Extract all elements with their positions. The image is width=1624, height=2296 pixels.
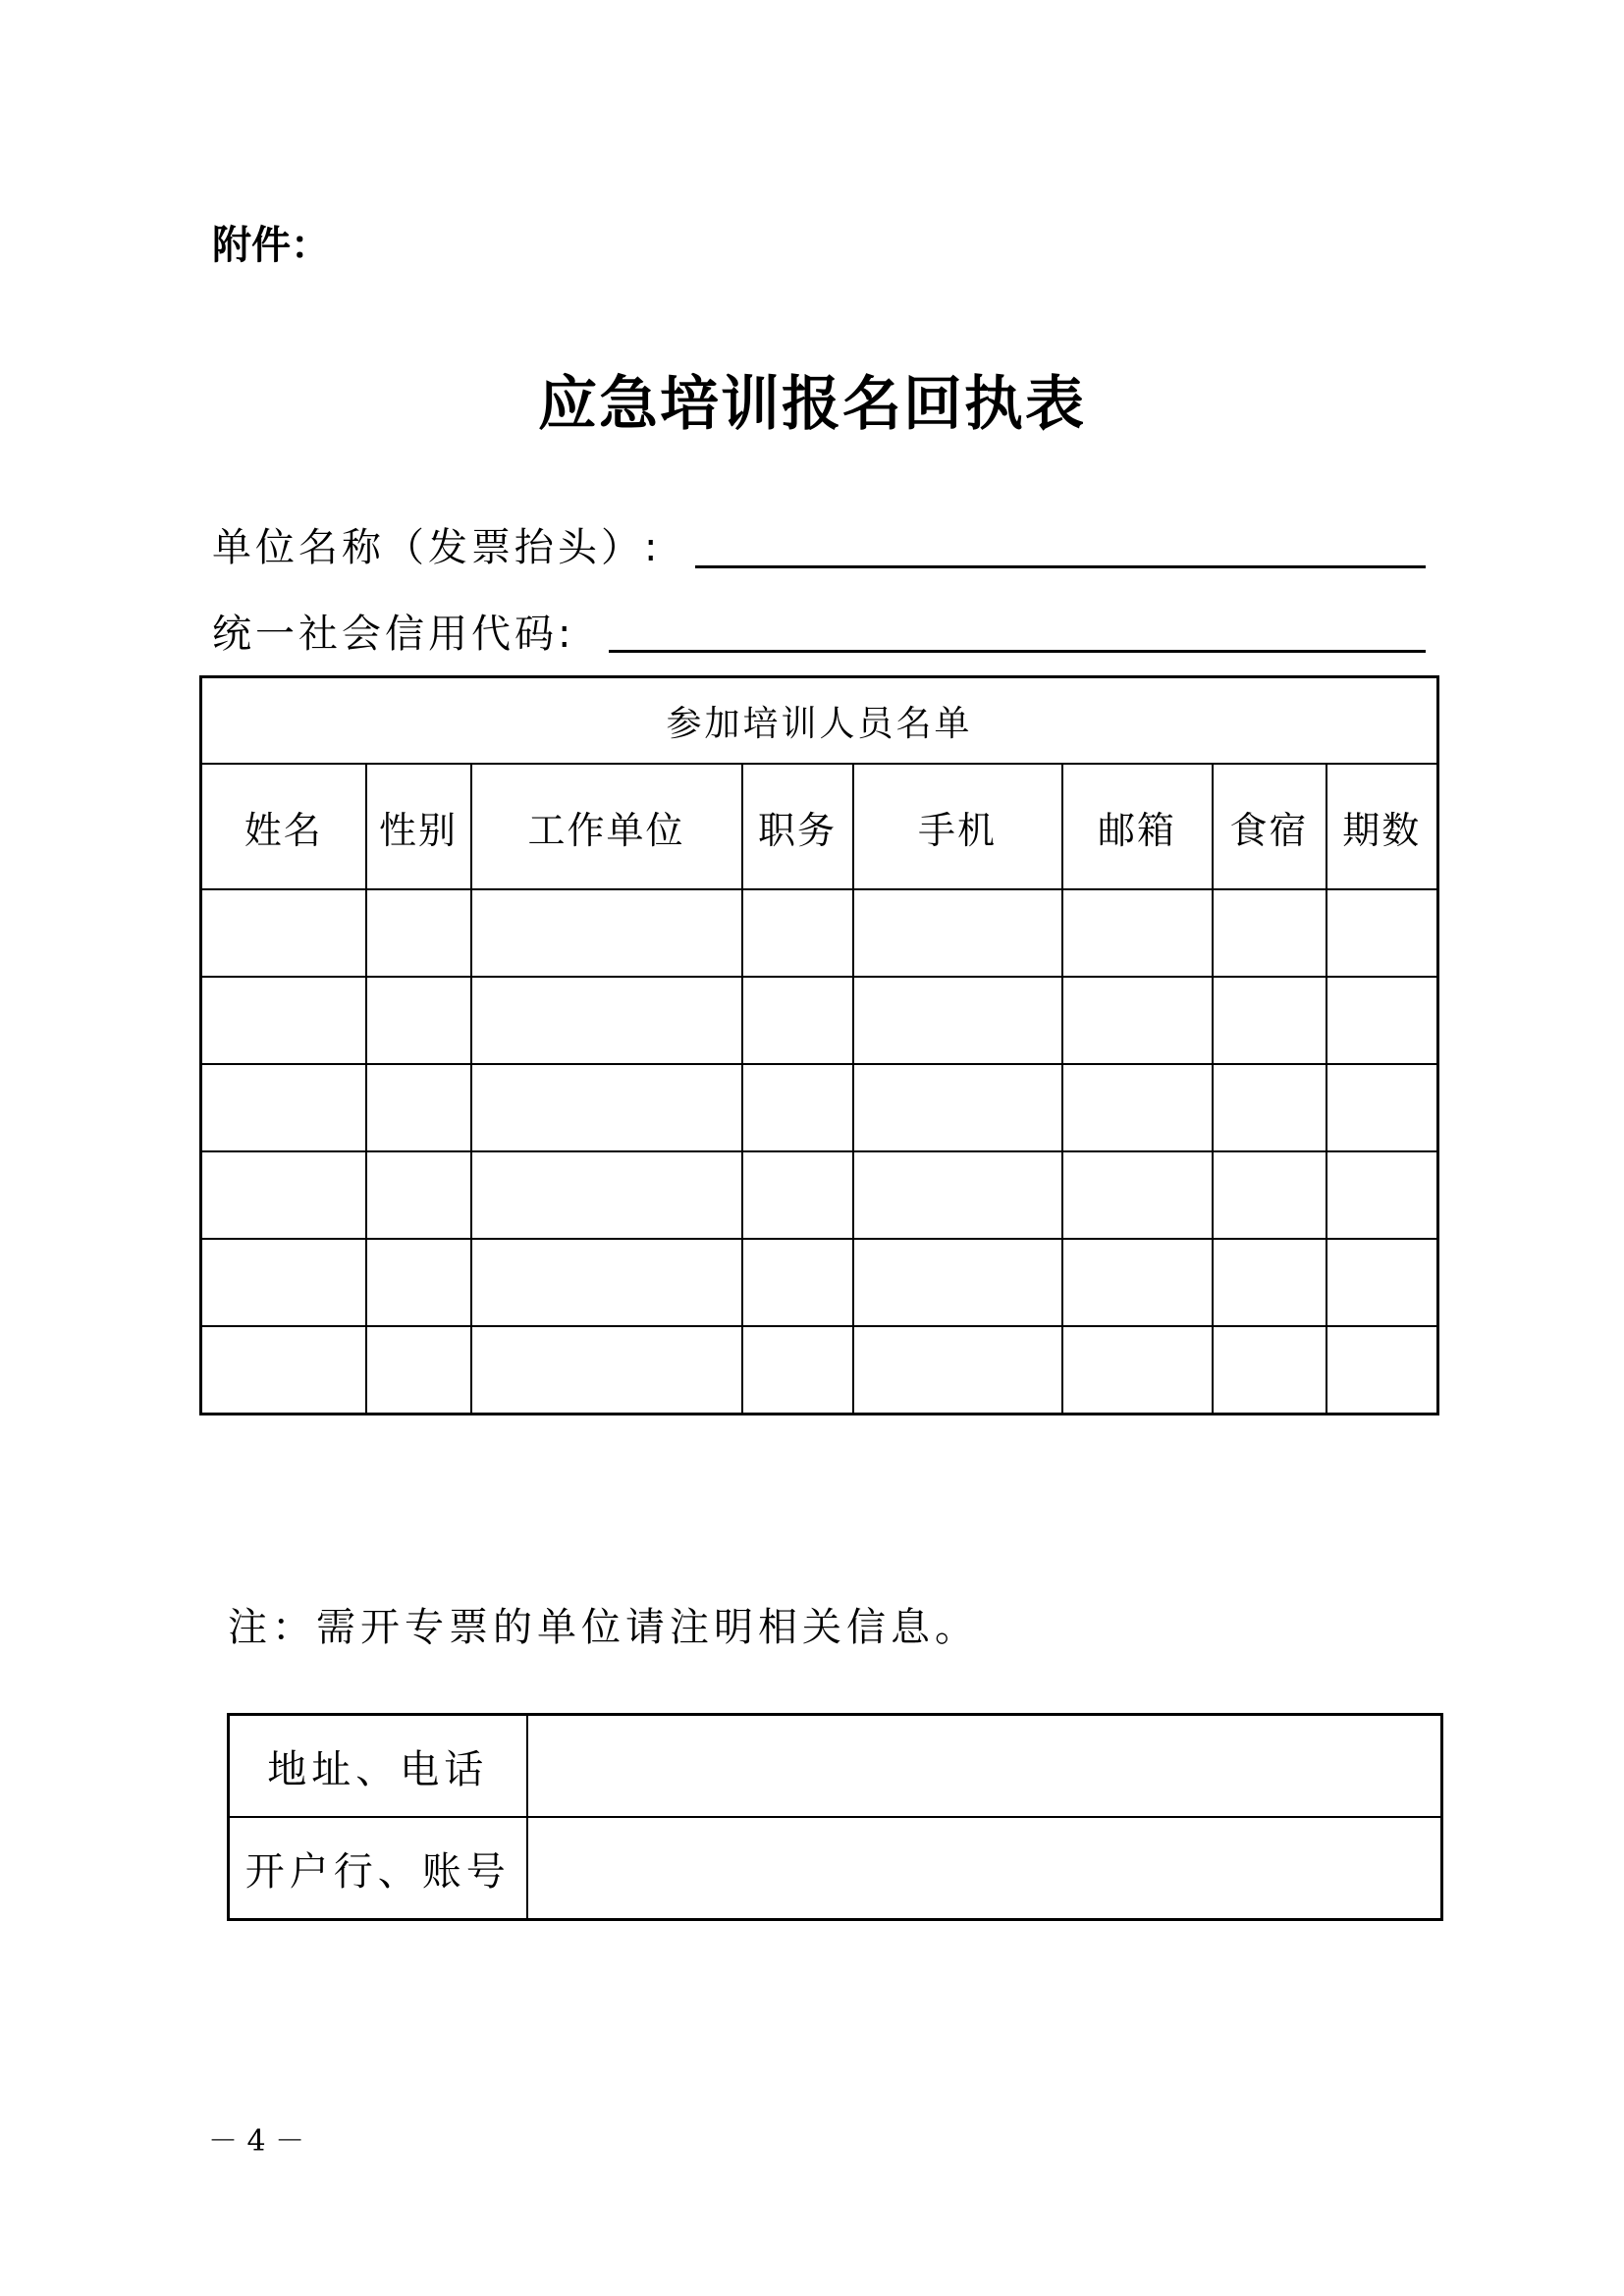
page-number: － 4 － (208, 2124, 305, 2159)
bank-account-label: 开户行、账号 (229, 1817, 527, 1920)
table-cell[interactable] (366, 1151, 471, 1239)
table-cell[interactable] (1213, 1239, 1326, 1326)
column-header-employer: 工作单位 (471, 764, 742, 889)
table-cell[interactable] (201, 1151, 366, 1239)
table-cell[interactable] (853, 1151, 1062, 1239)
table-cell[interactable] (742, 1064, 853, 1151)
table-cell[interactable] (1213, 889, 1326, 977)
table-cell[interactable] (853, 1239, 1062, 1326)
table-cell[interactable] (471, 1151, 742, 1239)
table-cell[interactable] (1326, 1151, 1438, 1239)
credit-code-field[interactable] (609, 650, 1426, 653)
table-cell[interactable] (1213, 1064, 1326, 1151)
table-cell[interactable] (471, 889, 742, 977)
column-header-email: 邮箱 (1062, 764, 1213, 889)
page-title: 应急培训报名回执表 (538, 370, 1086, 439)
table-cell[interactable] (1326, 1239, 1438, 1326)
table-cell[interactable] (1062, 1326, 1213, 1415)
column-header-position: 职务 (742, 764, 853, 889)
table-cell[interactable] (366, 1326, 471, 1415)
address-phone-label: 地址、电话 (229, 1715, 527, 1818)
table-cell[interactable] (742, 1326, 853, 1415)
bank-info-table (227, 1713, 1443, 1921)
column-header-accommodation: 食宿 (1213, 764, 1326, 889)
table-cell[interactable] (1062, 1151, 1213, 1239)
table-cell[interactable] (201, 1239, 366, 1326)
roster-table (199, 675, 1439, 1415)
company-name-field[interactable] (695, 565, 1426, 568)
table-cell[interactable] (1326, 977, 1438, 1064)
column-header-session: 期数 (1326, 764, 1438, 889)
table-cell[interactable] (853, 977, 1062, 1064)
table-cell[interactable] (853, 1064, 1062, 1151)
table-cell[interactable] (471, 1064, 742, 1151)
column-header-mobile: 手机 (853, 764, 1062, 889)
table-row (201, 1326, 1438, 1415)
table-cell[interactable] (1062, 977, 1213, 1064)
table-cell[interactable] (366, 1064, 471, 1151)
table-cell[interactable] (471, 1326, 742, 1415)
attachment-label: 附件： (212, 223, 330, 268)
table-cell[interactable] (366, 889, 471, 977)
company-name-label: 单位名称（发票抬头）: (212, 525, 662, 570)
roster-caption: 参加培训人员名单 (201, 677, 1438, 765)
table-row (201, 1151, 1438, 1239)
roster-header-row (201, 764, 1438, 889)
table-cell[interactable] (853, 889, 1062, 977)
table-cell[interactable] (366, 977, 471, 1064)
table-cell[interactable] (742, 977, 853, 1064)
table-cell[interactable] (1326, 1064, 1438, 1151)
table-cell[interactable] (742, 889, 853, 977)
table-cell[interactable] (1326, 889, 1438, 977)
table-cell[interactable] (742, 1151, 853, 1239)
address-phone-field[interactable] (527, 1715, 1442, 1818)
table-cell[interactable] (201, 977, 366, 1064)
table-cell[interactable] (1062, 889, 1213, 977)
table-cell[interactable] (1213, 977, 1326, 1064)
column-header-name: 姓名 (201, 764, 366, 889)
table-cell[interactable] (201, 1064, 366, 1151)
table-row (201, 889, 1438, 977)
table-cell[interactable] (853, 1326, 1062, 1415)
table-cell[interactable] (471, 1239, 742, 1326)
credit-code-label: 统一社会信用代码: (212, 612, 575, 657)
table-cell[interactable] (1062, 1239, 1213, 1326)
invoice-note: 注：需开专票的单位请注明相关信息。 (228, 1605, 979, 1650)
table-cell[interactable] (742, 1239, 853, 1326)
table-cell[interactable] (1062, 1064, 1213, 1151)
table-cell[interactable] (471, 977, 742, 1064)
column-header-gender: 性别 (366, 764, 471, 889)
table-cell[interactable] (201, 1326, 366, 1415)
table-cell[interactable] (1326, 1326, 1438, 1415)
table-row (201, 1239, 1438, 1326)
table-cell[interactable] (366, 1239, 471, 1326)
address-phone-row (229, 1715, 1442, 1818)
table-cell[interactable] (1213, 1151, 1326, 1239)
bank-account-field[interactable] (527, 1817, 1442, 1920)
table-row (201, 1064, 1438, 1151)
table-row (201, 977, 1438, 1064)
table-cell[interactable] (201, 889, 366, 977)
bank-account-row (229, 1817, 1442, 1920)
table-cell[interactable] (1213, 1326, 1326, 1415)
